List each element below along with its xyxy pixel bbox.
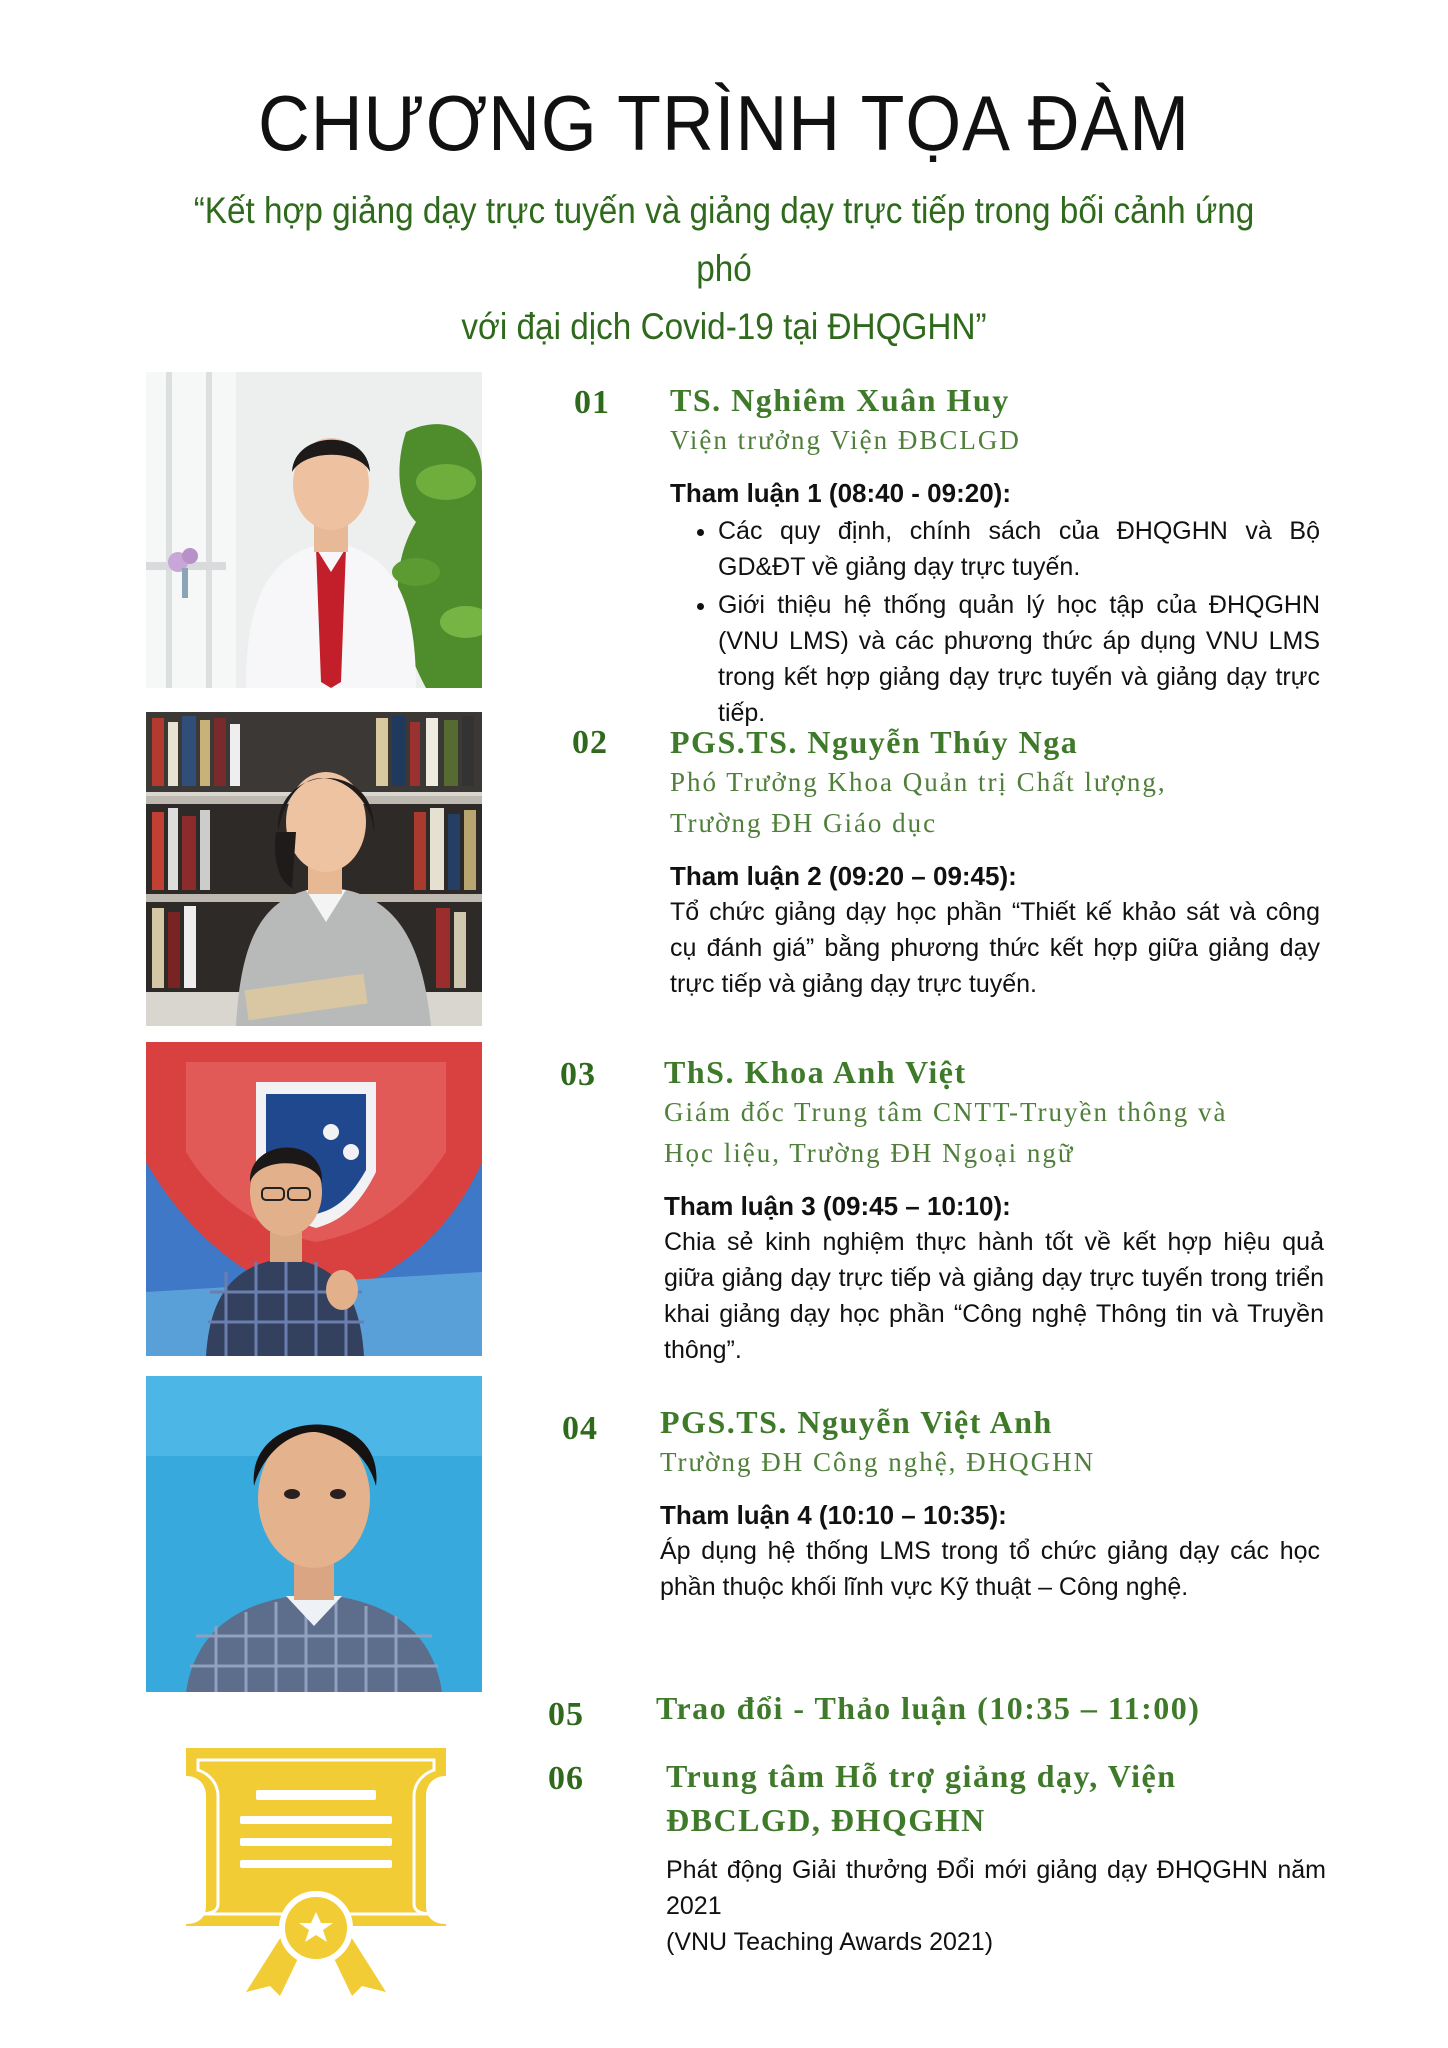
speaker-1-block	[670, 380, 1320, 733]
speaker-4-number: 04	[562, 1410, 598, 1447]
item-6-name-line-2: ĐBCLGD, ĐHQGHN	[666, 1802, 986, 1838]
speaker-1-photo	[146, 372, 482, 688]
certificate-award-icon	[176, 1746, 456, 1996]
item-6-description-line-2: (VNU Teaching Awards 2021)	[666, 1928, 994, 1956]
speaker-3-name: ThS. Khoa Anh Việt	[664, 1054, 967, 1090]
speaker-3-role-line-2: Học liệu, Trường ĐH Ngoại ngữ	[664, 1138, 1075, 1168]
speaker-2-photo	[146, 712, 482, 1026]
subtitle-line-1: “Kết hợp giảng dạy trực tuyến và giảng dạy trực tiếp trong bối cảnh ứng phó	[193, 190, 1255, 289]
item-6-number: 06	[548, 1760, 584, 1797]
speaker-4-block	[660, 1402, 1320, 1605]
speaker-4-role-line-1: Trường ĐH Công nghệ, ĐHQGHN	[660, 1447, 1096, 1477]
speaker-1-name: TS. Nghiêm Xuân Huy	[670, 382, 1010, 418]
speaker-2-description: Tổ chức giảng dạy học phần “Thiết kế khảo sát và công cụ đánh giá” bằng phương thức kết hợp giữa giảng dạy trực tiếp và giảng dạy trực tuyến.	[670, 898, 1320, 998]
speaker-3-block	[664, 1052, 1324, 1368]
speaker-1-bullet-2: • Giới thiệu hệ thống quản lý học tập của ĐHQGHN (VNU LMS) và các phương thức áp dụng VNU LMS trong kết hợp giảng dạy trực tuyến và giảng dạy trực tiếp.	[718, 587, 1320, 731]
speaker-1-bullet-list	[670, 513, 1320, 731]
speaker-4-session: Tham luận 4 (10:10 – 10:35):	[660, 1500, 1007, 1530]
item-5-number: 05	[548, 1696, 584, 1733]
page-subtitle	[180, 182, 1267, 356]
speaker-3-number: 03	[560, 1056, 596, 1093]
speaker-3-photo	[146, 1042, 482, 1356]
speaker-4-name: PGS.TS. Nguyễn Việt Anh	[660, 1404, 1053, 1440]
speaker-3-session: Tham luận 3 (09:45 – 10:10):	[664, 1191, 1011, 1221]
item-6-description-line-1: Phát động Giải thưởng Đổi mới giảng dạy ĐHQGHN năm 2021	[666, 1856, 1326, 1920]
speaker-4-photo	[146, 1376, 482, 1692]
item-6-name-line-1: Trung tâm Hỗ trợ giảng dạy, Viện	[666, 1758, 1177, 1794]
subtitle-line-2: với đại dịch Covid-19 tại ĐHQGHN”	[461, 306, 987, 347]
speaker-1-number: 01	[574, 384, 610, 421]
speaker-2-role-line-2: Trường ĐH Giáo dục	[670, 808, 938, 838]
speaker-2-number: 02	[572, 724, 608, 761]
speaker-1-role-line-1: Viện trưởng Viện ĐBCLGD	[670, 425, 1021, 455]
page-title: CHƯƠNG TRÌNH TỌA ĐÀM	[258, 79, 1190, 167]
item-6-block	[666, 1754, 1326, 1960]
speaker-2-role-line-1: Phó Trưởng Khoa Quản trị Chất lượng,	[670, 767, 1167, 797]
speaker-1-bullet-1: • Các quy định, chính sách của ĐHQGHN và Bộ GD&ĐT về giảng dạy trực tuyến.	[718, 513, 1320, 585]
speaker-2-block	[670, 722, 1320, 1002]
speaker-2-name: PGS.TS. Nguyễn Thúy Nga	[670, 724, 1079, 760]
speaker-3-description: Chia sẻ kinh nghiệm thực hành tốt về kết hợp hiệu quả giữa giảng dạy trực tiếp và giảng dạy trực tuyến trong triển khai giảng dạy học phần “Công nghệ Thông tin và Truyền thông”.	[664, 1228, 1324, 1364]
speaker-4-description: Áp dụng hệ thống LMS trong tổ chức giảng dạy các học phần thuộc khối lĩnh vực Kỹ thuật – Công nghệ.	[660, 1537, 1320, 1601]
speaker-2-session: Tham luận 2 (09:20 – 09:45):	[670, 861, 1017, 891]
speaker-1-session: Tham luận 1 (08:40 - 09:20):	[670, 478, 1011, 508]
speaker-3-role-line-1: Giám đốc Trung tâm CNTT-Truyền thông và	[664, 1097, 1228, 1127]
item-5-label: Trao đổi - Thảo luận (10:35 – 11:00)	[656, 1690, 1201, 1726]
